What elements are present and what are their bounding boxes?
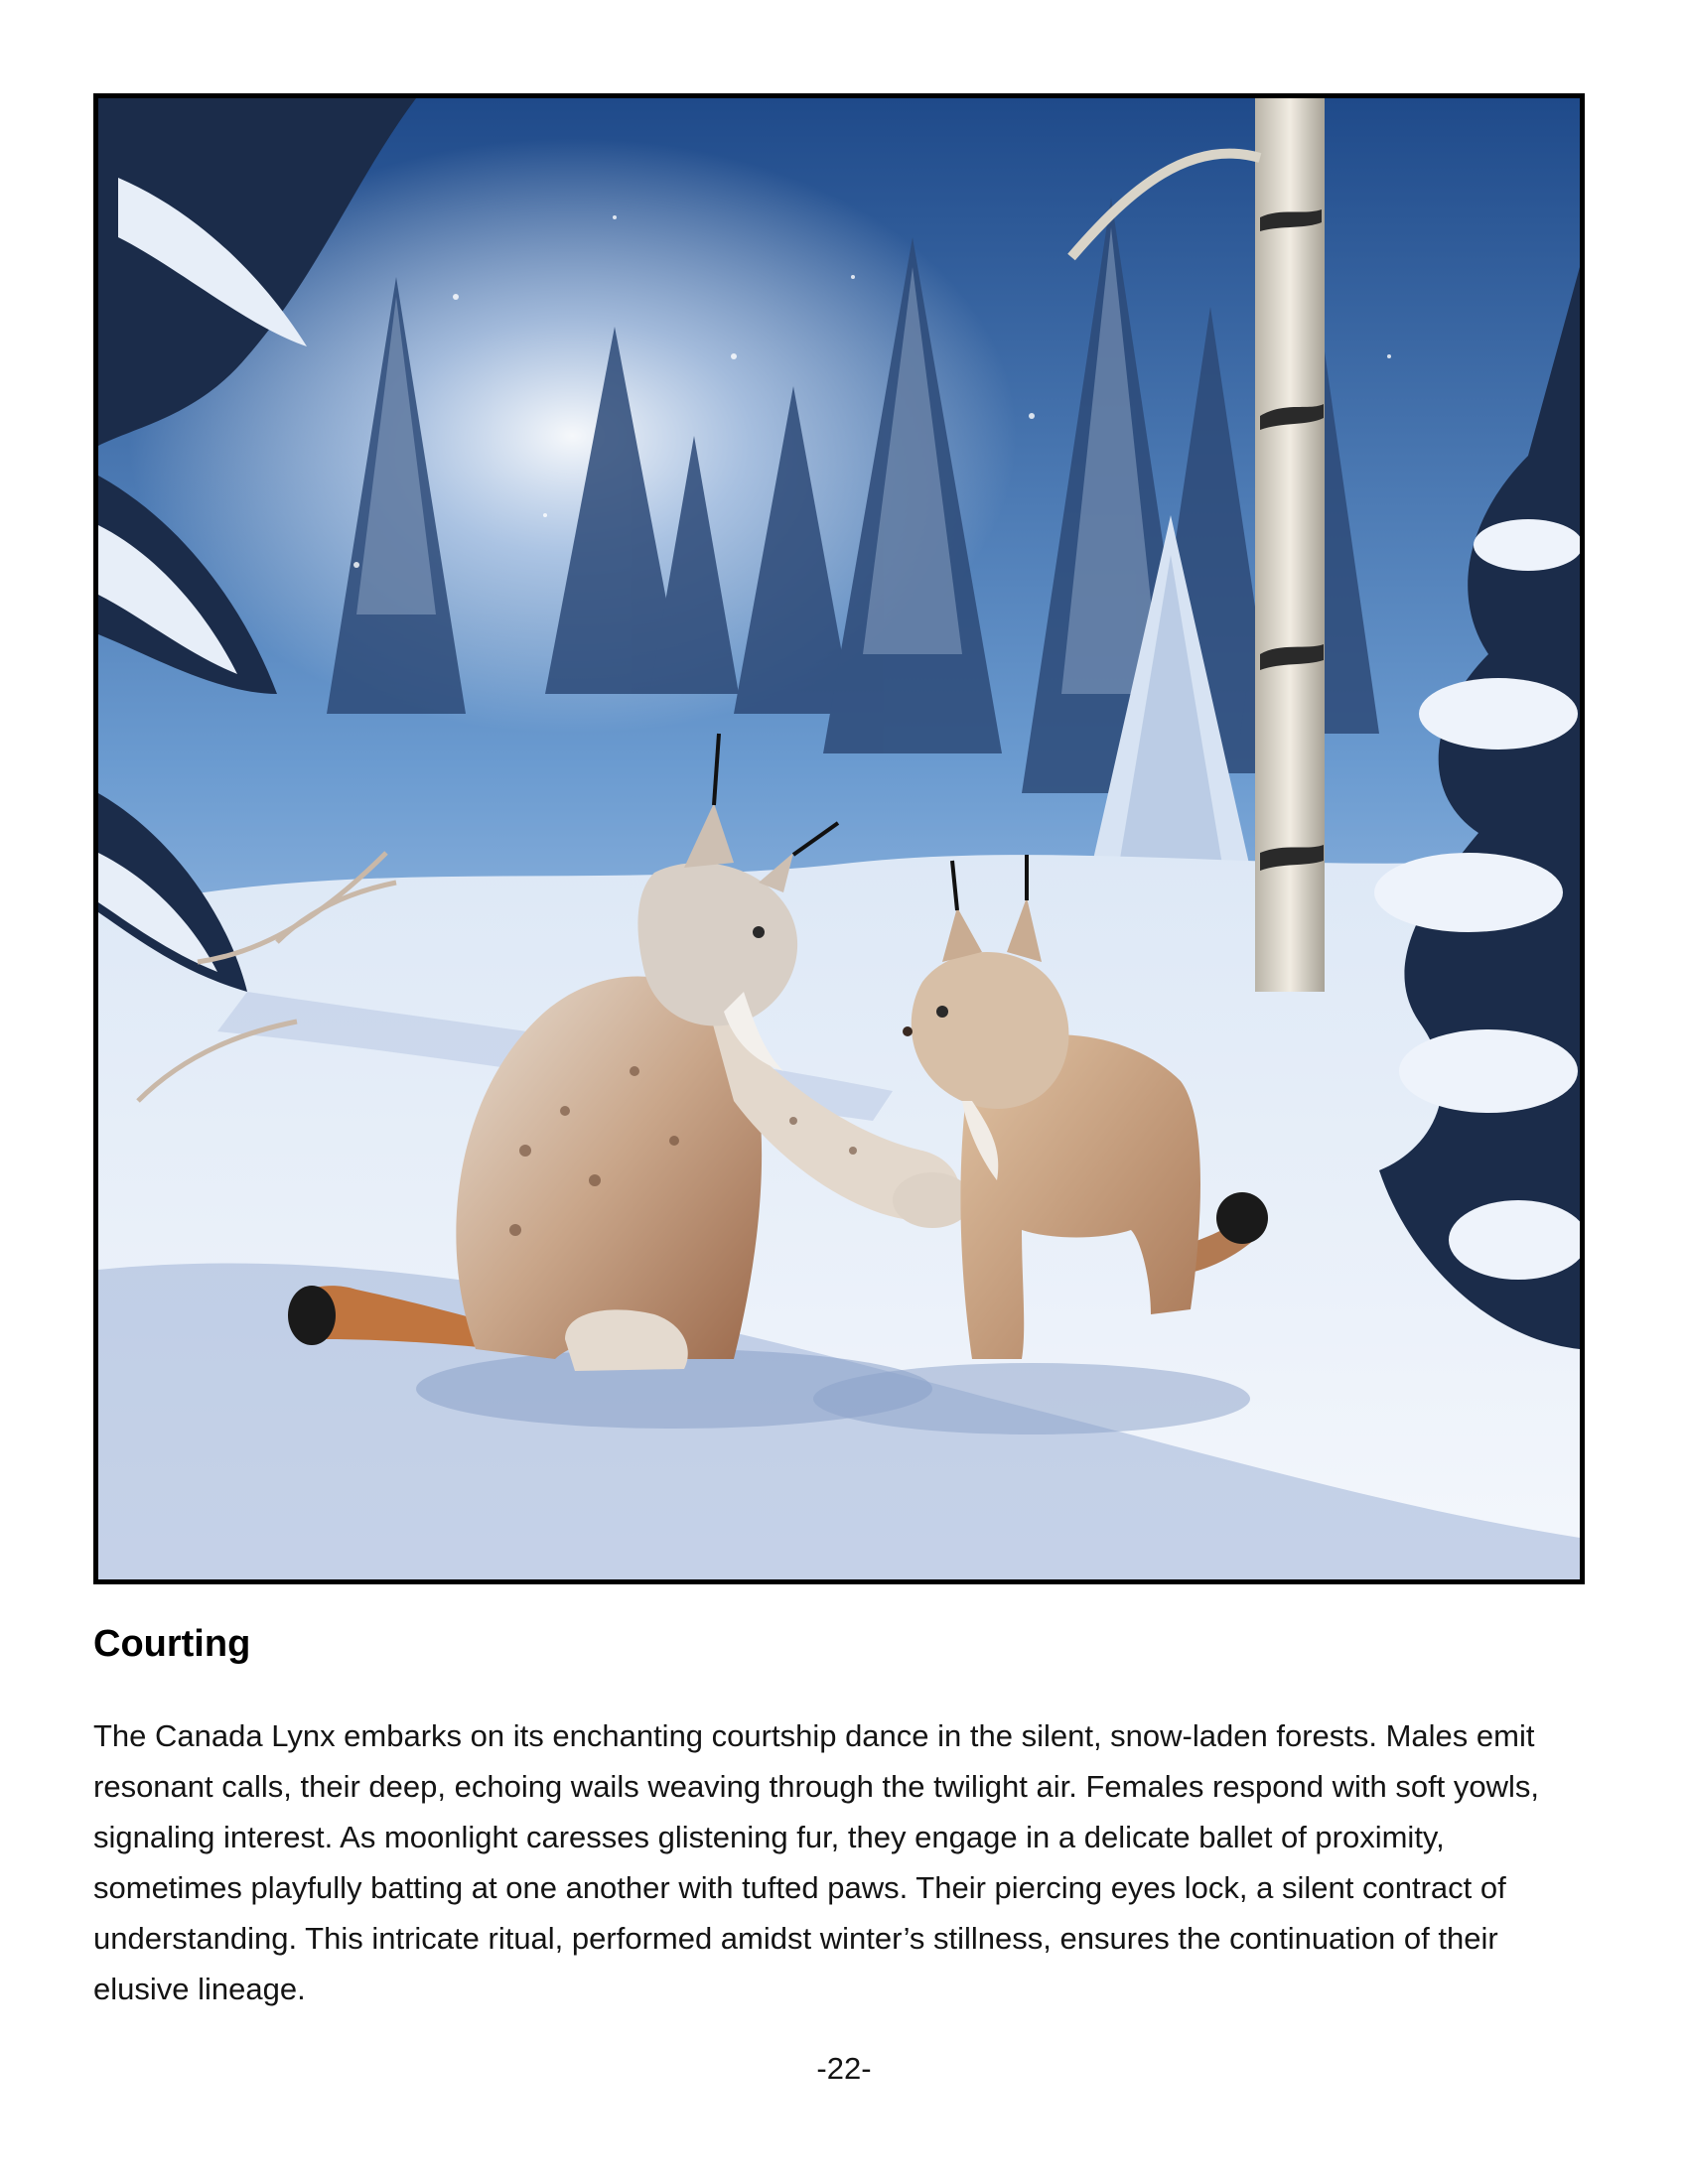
- winter-forest-lynx-illustration: [98, 98, 1580, 1579]
- page-number: -22-: [816, 2051, 872, 2086]
- illustration-frame: [93, 93, 1585, 1584]
- body-paragraph: The Canada Lynx embarks on its enchanting courtship dance in the silent, snow-laden forests. Males emit resonant calls, their deep, echoing wails weaving through the twilight air. Females respond with soft yowls, signaling interest. As moonlight caresses glistening fur, they engage in a delicate ballet of proximity, sometimes playfully batting at one another with tufted paws. Their piercing eyes lock, a silent contract of understanding. This intricate ritual, performed amidst winter’s stillness, ensures the continuation of their elusive lineage.: [93, 1718, 1540, 2006]
- section-heading: Courting: [93, 1623, 251, 1665]
